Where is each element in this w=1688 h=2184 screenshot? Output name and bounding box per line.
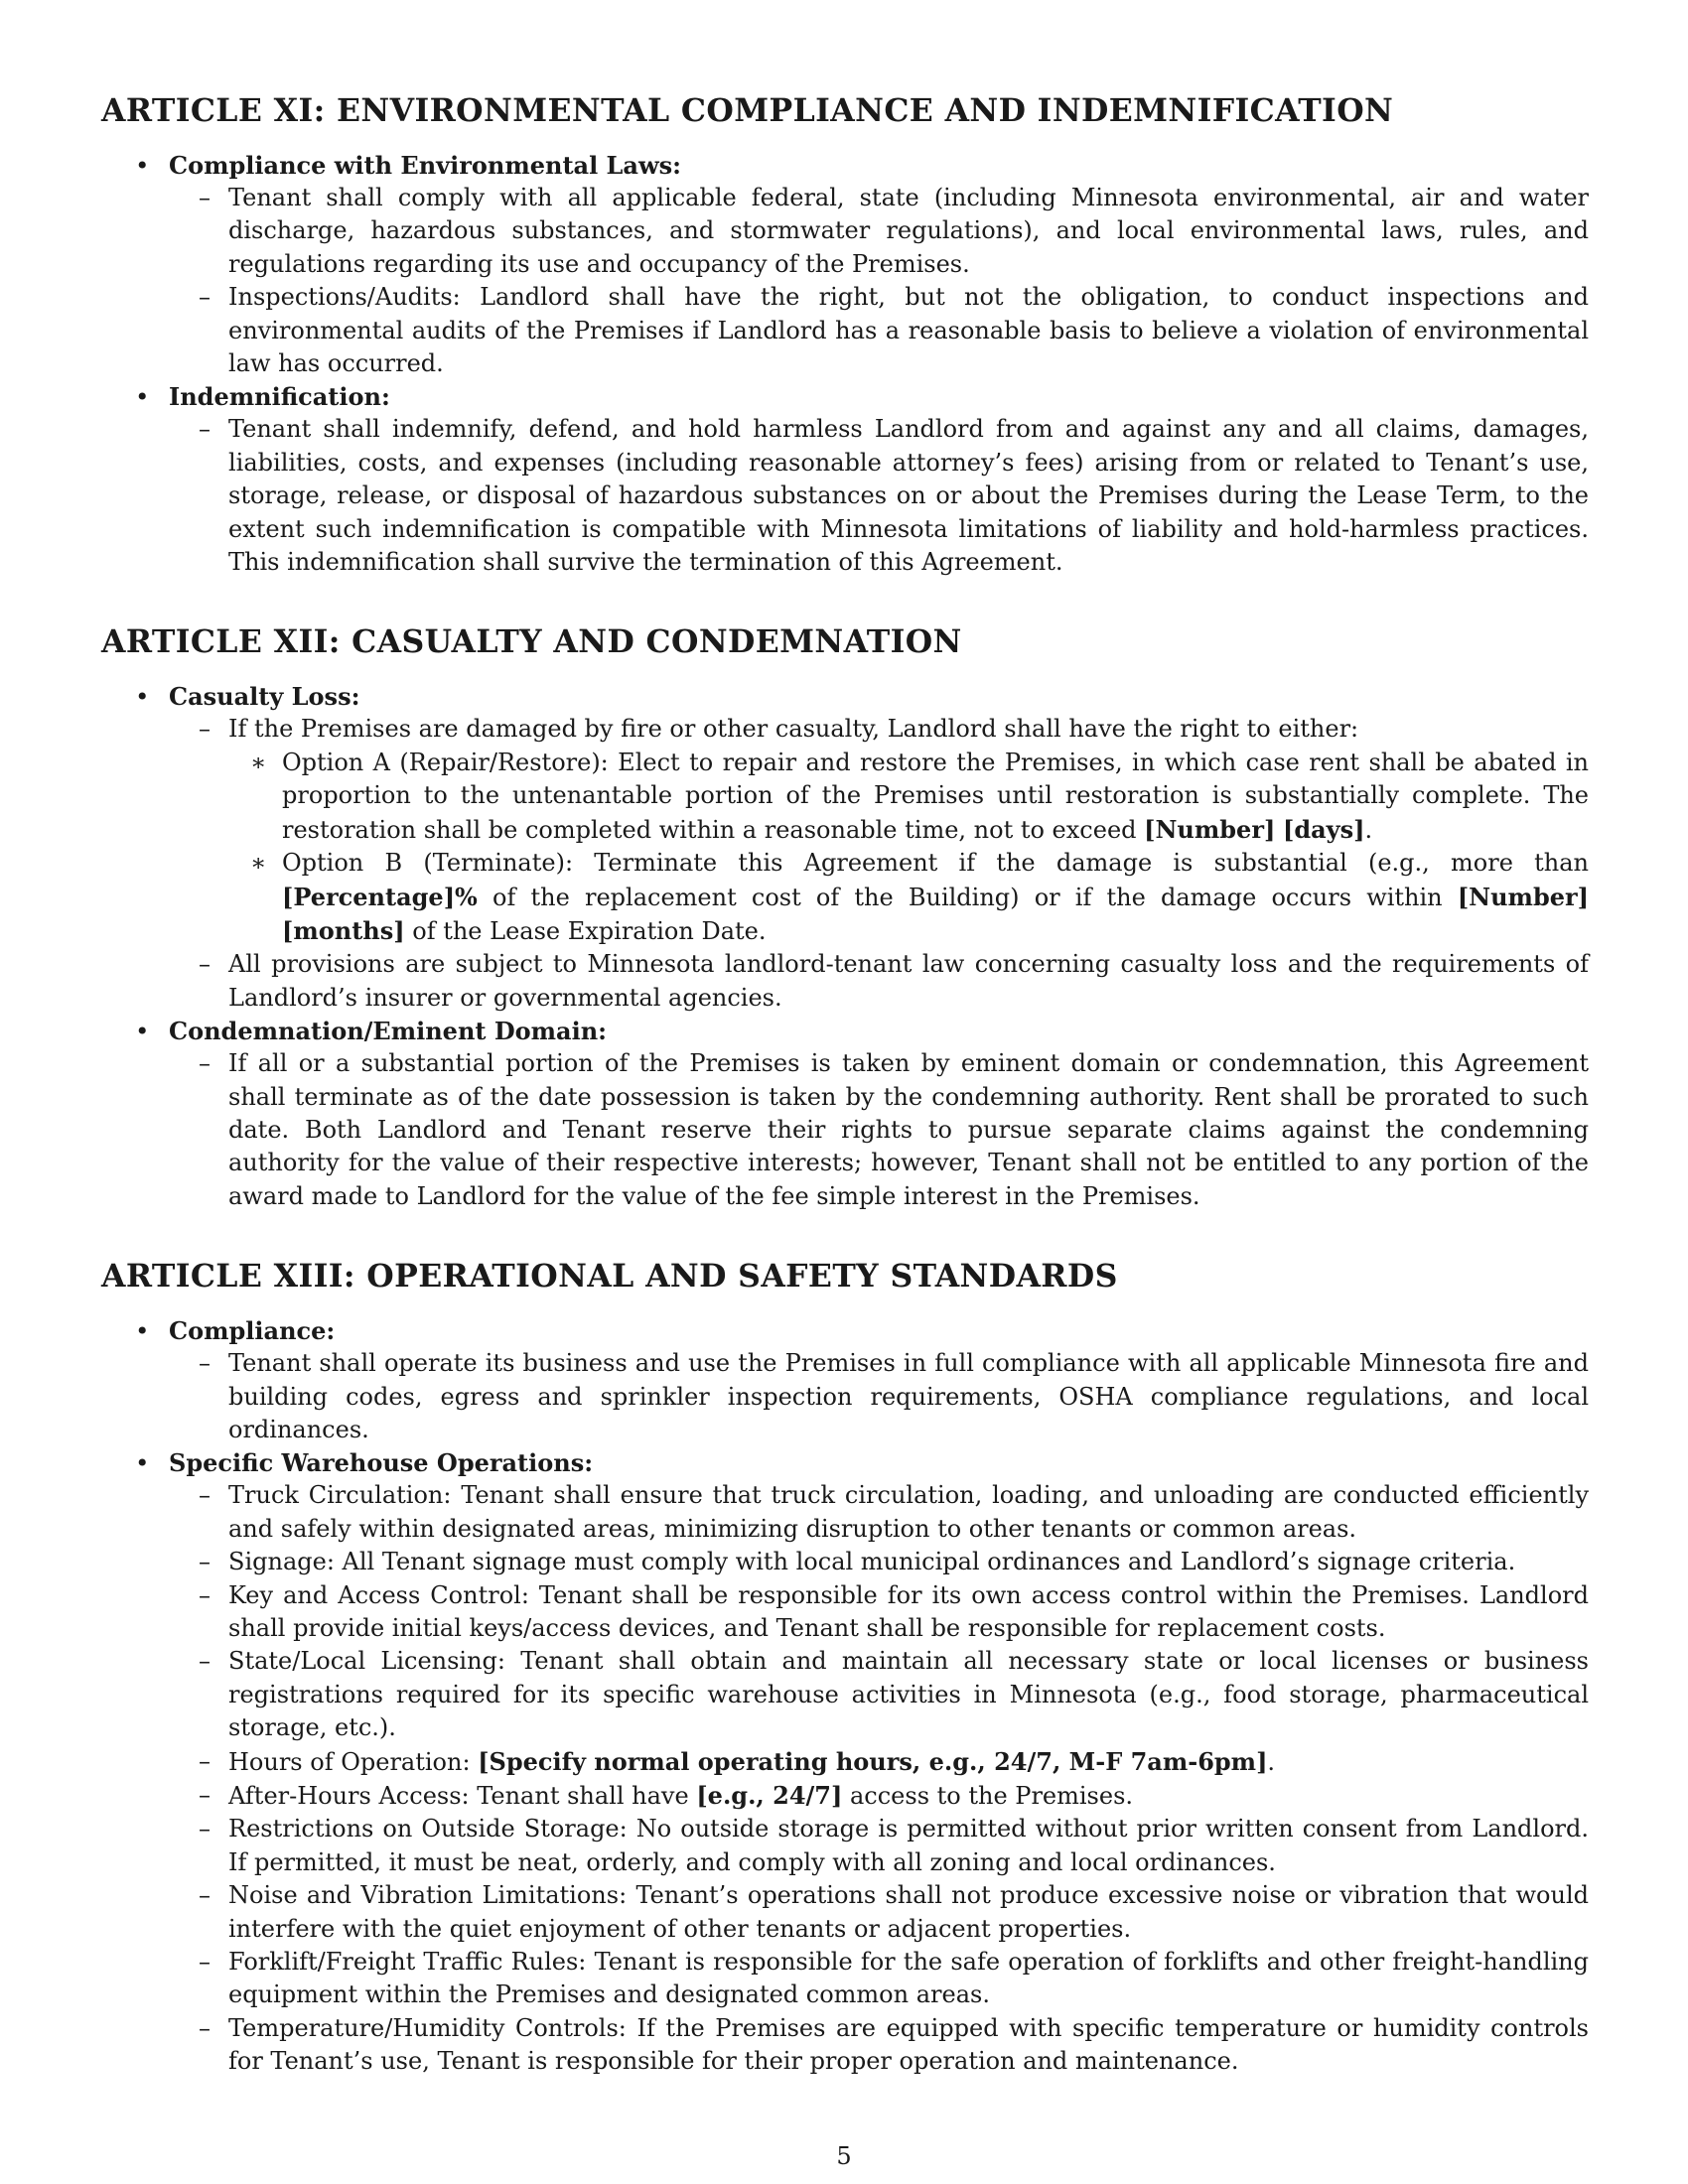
sub-item xyxy=(169,713,1589,948)
option-b xyxy=(228,847,1589,948)
option-a-text: Option A (Repair/Restore): Elect to repair and restore the Premises, in which case rent shall be abated in proportion to the untenantable portion of the Premises until restoration is substantially complete. The restoration shall be completed within a reasonable time, not to exceed xyxy=(282,748,1589,844)
sub-item-text: Signage: All Tenant signage must comply with local municipal ordinances and Landlord’s signage criteria. xyxy=(228,1548,1516,1576)
sub-item-text: If all or a substantial portion of the Premises is taken by eminent domain or condemnation, this Agreement shall terminate as of the date possession is taken by the condemning authority. Rent shall be prorated to such date. Both Landlord and Tenant reserve their rights to pursue separate claims against the condemning authority for the value of their respective interests; however, Tenant shall not be entitled to any portion of the award made to Landlord for the value of the fee simple interest in the Premises. xyxy=(228,1049,1589,1210)
sub-item-truck xyxy=(169,1479,1589,1546)
article-xi xyxy=(101,91,1589,579)
sub-item-text: Tenant shall comply with all applicable federal, state (including Minnesota environmental, air and water discharge, hazardous substances, and stormwater regulations), and local environmental laws, rules, and regulations regarding its use and occupancy of the Premises. xyxy=(228,184,1589,278)
sub-item-key-access xyxy=(169,1579,1589,1646)
hours-end: . xyxy=(1267,1747,1276,1776)
bullet-marker: • xyxy=(135,1448,150,1478)
dash-marker: – xyxy=(199,1881,211,1910)
placeholder-number: [Number] xyxy=(1457,882,1589,911)
dash-marker: – xyxy=(199,184,211,211)
article-xi-title: ARTICLE XI: ENVIRONMENTAL COMPLIANCE AND INDEMNIFICATION xyxy=(101,92,1394,129)
dash-marker: – xyxy=(199,283,211,312)
sub-item-text: All provisions are subject to Minnesota landlord-tenant law concerning casualty loss and the requirements of Landlord’s insurer or governmental agencies. xyxy=(228,950,1589,1012)
article-xiii xyxy=(101,1257,1589,2079)
bullet-condemnation xyxy=(101,1015,1589,1213)
bullet-compliance xyxy=(101,1314,1589,1446)
sub-item-signage xyxy=(169,1546,1589,1578)
document-page xyxy=(101,91,1589,2122)
sub-item-text: Noise and Vibration Limitations: Tenant’s operations shall not produce excessive noise or vibration that would interfere with the quiet enjoyment of other tenants or adjacent properties. xyxy=(228,1881,1589,1943)
bullet-marker: • xyxy=(135,1017,150,1046)
sub-item-text: Temperature/Humidity Controls: If the Premises are equipped with specific temperature or humidity controls for Tenant’s use, Tenant is responsible for their proper operation and maintenance. xyxy=(228,2013,1589,2076)
bullet-heading: Compliance: xyxy=(169,1316,336,1346)
sub-item xyxy=(169,1047,1589,1213)
dash-marker: – xyxy=(199,2013,211,2042)
bullet-compliance-environmental xyxy=(101,149,1589,380)
sub-item-noise xyxy=(169,1879,1589,1946)
sub-item-outside-storage xyxy=(169,1813,1589,1879)
dash-marker: – xyxy=(199,1647,211,1676)
dash-marker: – xyxy=(199,1815,211,1843)
dash-marker: – xyxy=(199,1948,211,1977)
bullet-indemnification xyxy=(101,380,1589,579)
dash-marker: – xyxy=(199,1049,211,1078)
sub-item-temperature xyxy=(169,2012,1589,2079)
dash-marker: – xyxy=(199,950,211,979)
sub-item xyxy=(169,948,1589,1015)
sub-item-text: Restrictions on Outside Storage: No outside storage is permitted without prior written consent from Landlord. If permitted, it must be neat, orderly, and comply with all zoning and local ordinances. xyxy=(228,1815,1589,1876)
sub-item-text: State/Local Licensing: Tenant shall obtain and maintain all necessary state or local licenses or business registrations required for its specific warehouse activities in Minnesota (e.g., food storage, pharmaceutical storage, etc.). xyxy=(228,1647,1589,1742)
placeholder-number: [Number] xyxy=(1144,814,1276,844)
dash-marker: – xyxy=(199,1746,211,1775)
page-number: 5 xyxy=(836,2142,852,2170)
sub-item-text: Inspections/Audits: Landlord shall have the right, but not the obligation, to conduct inspections and environmental audits of the Premises if Landlord has a reasonable basis to believe a violation of environmental law has occurred. xyxy=(228,283,1589,378)
placeholder-months: [months] xyxy=(282,915,405,945)
article-xii xyxy=(101,622,1589,1213)
article-xiii-title: ARTICLE XIII: OPERATIONAL AND SAFETY STANDARDS xyxy=(101,1258,1118,1296)
sub-item-text: Truck Circulation: Tenant shall ensure that truck circulation, loading, and unloading are conducted efficiently and safely within designated areas, minimizing disruption to other tenants or common areas. xyxy=(228,1481,1589,1543)
bullet-heading: Condemnation/Eminent Domain: xyxy=(169,1017,608,1046)
option-a xyxy=(228,747,1589,847)
bullet-heading: Specific Warehouse Operations: xyxy=(169,1448,594,1478)
option-b-text-1: Option B (Terminate): Terminate this Agreement if the damage is substantial (e.g., more than xyxy=(282,849,1589,878)
placeholder-days: [days] xyxy=(1282,814,1365,844)
article-xii-title: ARTICLE XII: CASUALTY AND CONDEMNATION xyxy=(101,623,962,661)
sub-item-hours xyxy=(169,1745,1589,1779)
placeholder-hours: [Specify normal operating hours, e.g., 24/7, M-F 7am-6pm] xyxy=(478,1746,1268,1776)
option-b-text-3: of the Lease Expiration Date. xyxy=(404,916,767,945)
bullet-marker: • xyxy=(135,151,150,180)
dash-marker: – xyxy=(199,1548,211,1576)
bullet-heading: Compliance with Environmental Laws: xyxy=(169,151,682,180)
sub-item-text: Tenant shall indemnify, defend, and hold harmless Landlord from and against any and all claims, damages, liabilities, costs, and expenses (including reasonable attorney’s fees) arising from or related to Tenant’s use, storage, release, or disposal of hazardous substances on or about the Premises during the Lease Term, to the extent such indemnification is compatible with Minnesota limitations of liability and hold-harmless practices. This indemnification shall survive the termination of this Agreement. xyxy=(228,415,1589,577)
dash-marker: – xyxy=(199,715,211,744)
sub-item-forklift xyxy=(169,1946,1589,2012)
bullet-marker: • xyxy=(135,382,150,412)
sub-item-text: Forklift/Freight Traffic Rules: Tenant is responsible for the safe operation of forklifts and other freight-handling equipment within the Premises and designated common areas. xyxy=(228,1948,1589,2009)
sub-item xyxy=(169,182,1589,281)
sub-item xyxy=(169,413,1589,579)
sub-item-licensing xyxy=(169,1645,1589,1744)
bullet-casualty-loss xyxy=(101,680,1589,1015)
sub-item xyxy=(169,1347,1589,1446)
hours-label: Hours of Operation: xyxy=(228,1747,479,1776)
asterisk-marker: ∗ xyxy=(250,748,267,776)
option-b-text-2: of the replacement cost of the Building) or if the damage occurs within xyxy=(477,883,1458,911)
sub-item-after-hours xyxy=(169,1779,1589,1813)
asterisk-marker: ∗ xyxy=(250,849,267,878)
after-hours-end: access to the Premises. xyxy=(842,1782,1134,1811)
dash-marker: – xyxy=(199,1781,211,1810)
sub-item-text: If the Premises are damaged by fire or other casualty, Landlord shall have the right to either: xyxy=(228,715,1359,744)
dash-marker: – xyxy=(199,1580,211,1609)
bullet-marker: • xyxy=(135,1316,150,1346)
dash-marker: – xyxy=(199,415,211,444)
dash-marker: – xyxy=(199,1481,211,1510)
option-a-end: . xyxy=(1364,815,1373,844)
dash-marker: – xyxy=(199,1349,211,1378)
sub-item-text: Key and Access Control: Tenant shall be responsible for its own access control within the Premises. Landlord shall provide initial keys/access devices, and Tenant shall be responsible for replacement costs. xyxy=(228,1580,1589,1642)
bullet-marker: • xyxy=(135,682,150,712)
sub-item xyxy=(169,281,1589,380)
bullet-warehouse-operations xyxy=(101,1446,1589,2078)
bullet-heading: Casualty Loss: xyxy=(169,682,360,712)
placeholder-percentage: [Percentage]% xyxy=(282,882,478,911)
after-hours-label: After-Hours Access: Tenant shall have xyxy=(228,1782,697,1811)
bullet-heading: Indemnification: xyxy=(169,382,390,412)
sub-item-text: Tenant shall operate its business and use the Premises in full compliance with all applicable Minnesota fire and building codes, egress and sprinkler inspection requirements, OSHA compliance regulations, and local ordinances. xyxy=(228,1349,1589,1443)
placeholder-access: [e.g., 24/7] xyxy=(696,1781,843,1811)
